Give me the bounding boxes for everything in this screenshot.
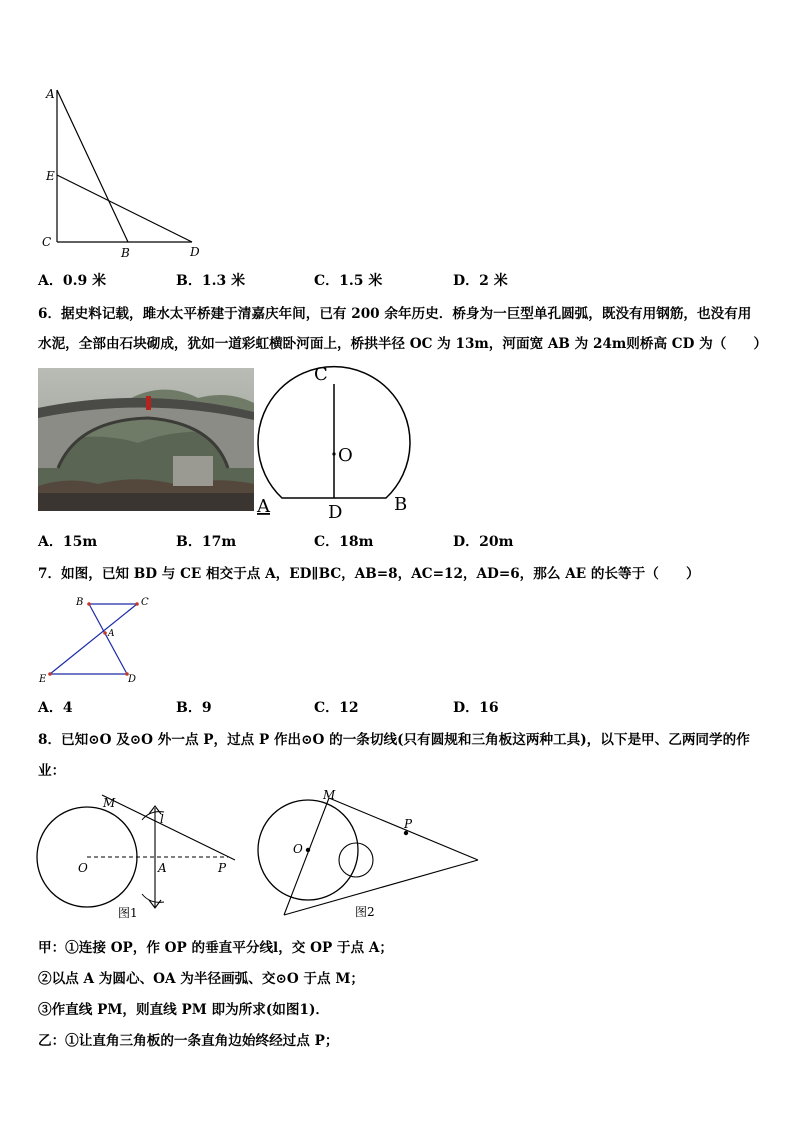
q6-text-line1: 6．据史料记载，雎水太平桥建于清嘉庆年间，已有 200 余年历史．桥身为一巨型单孔圆弧，既没有用钢筋，也没有用 (38, 306, 752, 322)
q6-label-B: B (394, 494, 408, 515)
q8-fig1-label-A: A (158, 861, 167, 875)
q5-choice-c: C．1.5 米 (314, 273, 383, 289)
q6-label-D: D (328, 502, 343, 520)
q6-label-O: O (338, 445, 353, 466)
q5-figure (30, 78, 220, 263)
q8-step-3: ③作直线 PM，则直线 PM 即为所求(如图1)． (38, 1002, 329, 1018)
q6-text-line2: 水泥，全部由石块砌成，犹如一道彩虹横卧河面上，桥拱半径 OC 为 13m，河面宽 AB 为 24m则桥高 CD 为（ ） (38, 336, 768, 352)
q8-fig2-caption: 图2 (355, 905, 375, 919)
q6-choice-c: C．18m (314, 534, 374, 550)
arch-bridge-photo (38, 368, 254, 511)
q8-step-2: ②以点 A 为圆心、OA 为半径画弧、交⊙O 于点 M； (38, 971, 364, 987)
q6-label-A: A (257, 496, 270, 517)
q7-choice-c: C．12 (314, 700, 359, 716)
q8-figure-1 (30, 790, 245, 925)
q8-text-line1: 8．已知⊙O 及⊙O 外一点 P，过点 P 作出⊙O 的一条切线(只有圆规和三角板这两种工具)，以下是甲、乙两同学的作 (38, 732, 750, 748)
q6-arch-diagram (254, 360, 414, 520)
q8-fig2-label-M: M (323, 788, 336, 802)
q7-label-D: D (128, 674, 137, 685)
q8-text-line2: 业： (38, 763, 66, 779)
fig5-label-D: D (190, 245, 200, 259)
q6-choice-a: A．15m (38, 534, 98, 550)
fig5-label-A: A (46, 87, 55, 101)
q7-label-B: B (76, 597, 84, 608)
q8-fig1-label-M: M (103, 796, 116, 810)
q7-choice-b: B．9 (176, 700, 212, 716)
q7-text-line1: 7．如图，已知 BD 与 CE 相交于点 A，ED∥BC，AB=8，AC=12，AD=6，那么 AE 的长等于（ ） (38, 566, 700, 582)
q6-choice-d: D．20m (453, 534, 514, 550)
q8-figure-2 (255, 788, 485, 923)
fig5-label-C: C (42, 235, 52, 249)
q7-label-E: E (39, 674, 47, 685)
fig5-label-E: E (46, 169, 55, 183)
fig5-label-B: B (121, 246, 130, 260)
q7-label-A: A (108, 629, 115, 639)
q5-choice-d: D．2 米 (453, 273, 508, 289)
q7-choice-d: D．16 (453, 700, 499, 716)
q8-fig1-caption: 图1 (118, 906, 138, 920)
q6-choice-b: B．17m (176, 534, 237, 550)
q7-choice-a: A．4 (38, 700, 73, 716)
q7-label-C: C (141, 597, 149, 608)
q8-fig1-label-P: P (218, 861, 227, 875)
q5-choice-a: A．0.9 米 (38, 273, 107, 289)
q8-fig1-label-l: l (160, 812, 164, 826)
q8-fig2-label-O: O (293, 842, 303, 856)
q8-fig1-label-O: O (78, 861, 88, 875)
q5-choice-b: B．1.3 米 (176, 273, 246, 289)
q8-fig2-label-P: P (404, 817, 413, 831)
q8-step-1: 甲：①连接 OP，作 OP 的垂直平分线l，交 OP 于点 A； (38, 940, 393, 956)
q7-figure (36, 590, 156, 685)
q8-step-4: 乙：①让直角三角板的一条直角边始终经过点 P； (38, 1033, 339, 1049)
q6-label-C: C (314, 364, 328, 385)
